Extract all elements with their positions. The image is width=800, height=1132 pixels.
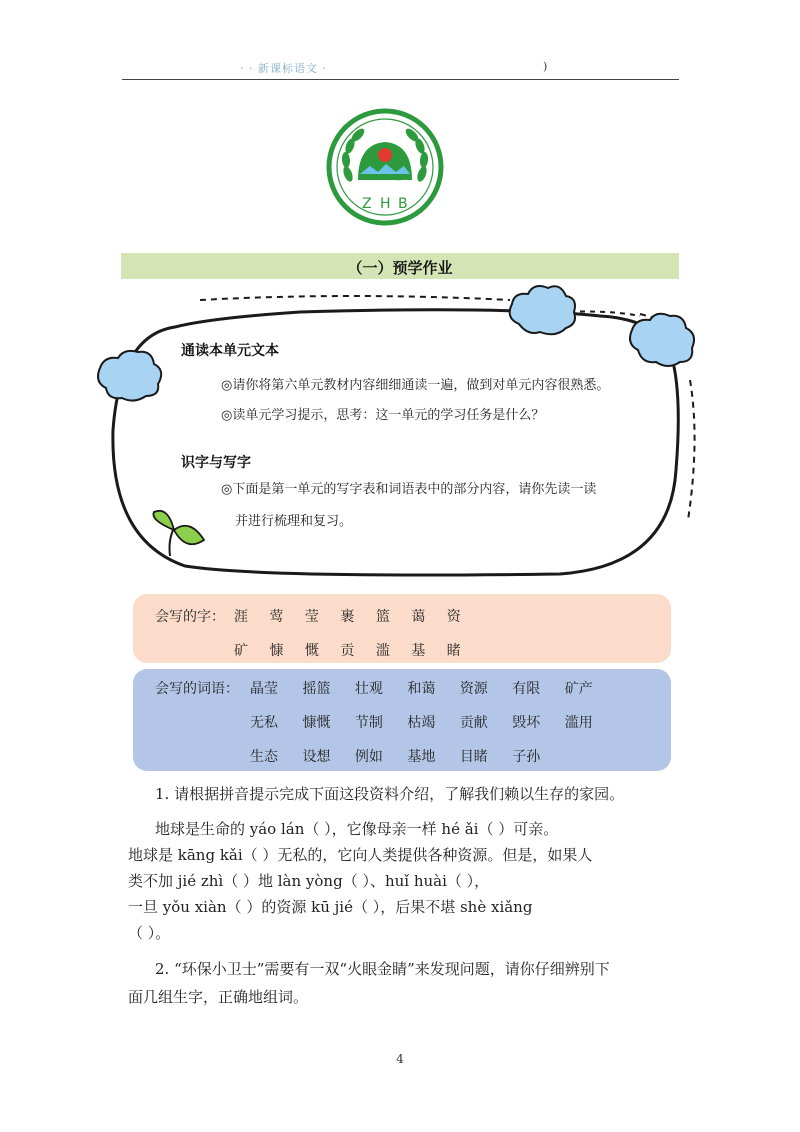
word-item: 生态 bbox=[250, 749, 278, 765]
char-item: 蔼 bbox=[411, 609, 426, 625]
char-item: 慨 bbox=[304, 643, 319, 659]
cloud-top-icon bbox=[510, 286, 575, 334]
char-item: 裹 bbox=[340, 609, 355, 625]
word-item: 设想 bbox=[302, 749, 331, 765]
word-item: 矿产 bbox=[564, 681, 593, 697]
char-item: 篮 bbox=[375, 609, 390, 625]
sprout-icon bbox=[153, 511, 204, 556]
word-item: 目睹 bbox=[459, 749, 488, 765]
word-item: 和蔼 bbox=[407, 681, 436, 697]
word-item: 基地 bbox=[407, 749, 436, 765]
char-item: 莺 bbox=[269, 609, 284, 625]
write-words-label: 会写的词语： bbox=[155, 681, 239, 697]
word-item: 节制 bbox=[354, 715, 383, 731]
write-words-row-3 bbox=[250, 746, 560, 766]
char-item: 贡 bbox=[340, 643, 355, 659]
write-chars-label: 会写的字： bbox=[155, 609, 225, 625]
char-item: 睹 bbox=[446, 643, 461, 659]
word-item: 壮观 bbox=[354, 681, 383, 697]
header-paren: ) bbox=[543, 60, 548, 73]
word-item: 毁坏 bbox=[512, 715, 541, 731]
write-words-row-1 bbox=[250, 678, 613, 698]
question-2-line-2: 面几组生字，正确地组词。 bbox=[128, 988, 309, 1006]
write-words-row-2 bbox=[250, 712, 613, 732]
logo-letter-h: H bbox=[380, 196, 391, 212]
header-faint-text: · · 新课标语文 · bbox=[240, 62, 327, 75]
word-item: 摇篮 bbox=[302, 681, 331, 697]
word-item: 有限 bbox=[512, 681, 541, 697]
char-item: 资 bbox=[446, 609, 461, 625]
logo-letter-b: B bbox=[398, 196, 408, 212]
heading-literacy: 识字与写字 bbox=[181, 455, 251, 471]
word-item: 无私 bbox=[250, 715, 278, 731]
question-2-line-1: 2. “环保小卫士”需要有一双“火眼金睛”来发现问题，请你仔细辨别下 bbox=[155, 960, 610, 978]
word-item: 子孙 bbox=[512, 749, 541, 765]
question-1-line-3: 类不加 jié zhì（ ）地 làn yòng（ ）、huǐ huài（ ）， bbox=[128, 872, 490, 890]
word-item: 晶莹 bbox=[250, 681, 278, 697]
cloud-right-icon bbox=[630, 314, 694, 366]
logo-letter-z: Z bbox=[362, 196, 372, 212]
question-1-line-2: 地球是 kāng kǎi（ ）无私的，它向人类提供各种资源。但是，如果人 bbox=[128, 846, 593, 864]
question-1-line-4: 一旦 yǒu xiàn（ ）的资源 kū jié（ ），后果不堪 shè xiǎng bbox=[128, 898, 533, 916]
question-1-line-5: （ ）。 bbox=[128, 924, 171, 942]
instruction-line-1: ◎请你将第六单元教材内容细细通读一遍，做到对单元内容很熟悉。 bbox=[221, 378, 610, 393]
write-chars-row-1 bbox=[234, 606, 478, 626]
char-item: 涯 bbox=[234, 609, 248, 625]
instruction-line-3: ◎下面是第一单元的写字表和词语表中的部分内容，请你先读一读 bbox=[221, 482, 597, 497]
section-title: （一）预学作业 bbox=[347, 259, 453, 277]
question-1-line-1: 地球是生命的 yáo lán（ ），它像母亲一样 hé ǎi（ ）可亲。 bbox=[155, 820, 559, 838]
heading-read-unit: 通读本单元文本 bbox=[181, 343, 279, 359]
page-number: 4 bbox=[396, 1052, 404, 1066]
instruction-line-4: 并进行梳理和复习。 bbox=[235, 514, 353, 529]
word-item: 例如 bbox=[354, 749, 383, 765]
char-item: 矿 bbox=[234, 643, 248, 659]
char-item: 滥 bbox=[375, 643, 390, 659]
char-item: 慷 bbox=[269, 643, 284, 659]
word-item: 枯竭 bbox=[407, 715, 436, 731]
cloud-left-icon bbox=[98, 351, 161, 401]
word-item: 慷慨 bbox=[302, 715, 331, 731]
word-item: 资源 bbox=[459, 681, 488, 697]
write-chars-row-2 bbox=[234, 640, 478, 660]
char-item: 基 bbox=[411, 643, 426, 659]
word-item: 贡献 bbox=[459, 715, 488, 731]
instruction-line-2: ◎读单元学习提示，思考：这一单元的学习任务是什么？ bbox=[221, 408, 545, 423]
word-item: 滥用 bbox=[564, 715, 593, 731]
question-1-title: 1. 请根据拼音提示完成下面这段资料介绍，了解我们赖以生存的家园。 bbox=[155, 785, 625, 803]
char-item: 莹 bbox=[304, 609, 319, 625]
